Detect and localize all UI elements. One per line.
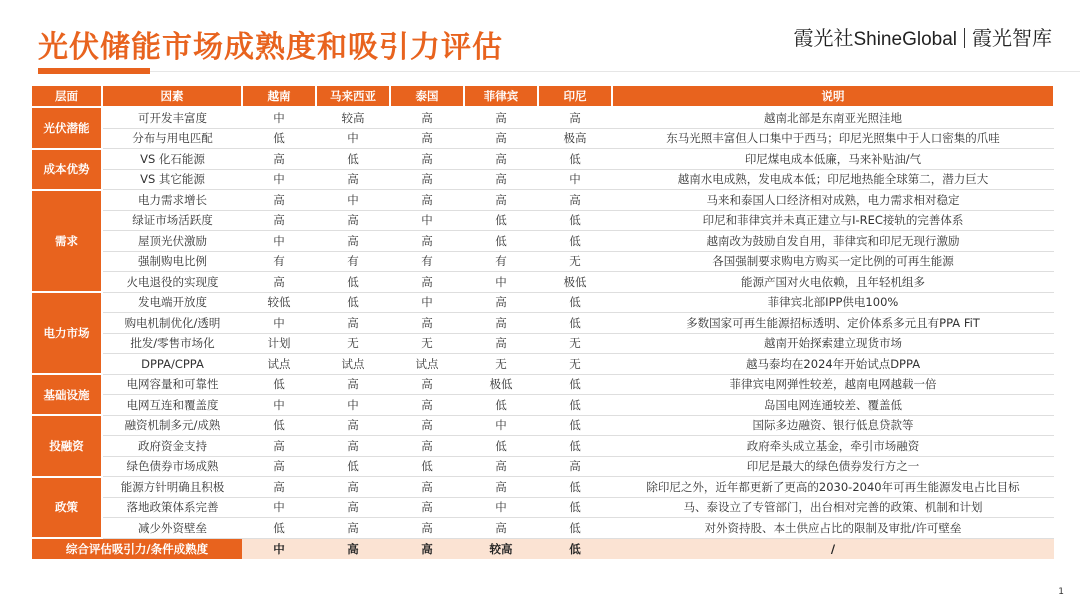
factor-cell: 可开发丰富度	[102, 107, 242, 128]
rating-cell: 试点	[316, 354, 390, 375]
summary-value: 较高	[464, 538, 538, 559]
rating-cell: 高	[390, 518, 464, 539]
table-row	[32, 395, 1054, 416]
table-row	[32, 333, 1054, 354]
title-accent-bar	[38, 68, 150, 74]
rating-cell: 高	[390, 395, 464, 416]
rating-cell: 高	[464, 518, 538, 539]
table-row	[32, 292, 1054, 313]
rating-cell: 高	[242, 210, 316, 231]
rating-cell: 中	[538, 169, 612, 190]
rating-cell: 低	[316, 149, 390, 170]
rating-cell: 低	[242, 518, 316, 539]
brand-en: ShineGlobal	[853, 29, 957, 50]
rating-cell: 高	[316, 436, 390, 457]
column-header: 层面	[32, 86, 102, 107]
brand-think-tank: 霞光智库	[972, 26, 1052, 50]
rating-cell: 低	[538, 436, 612, 457]
rating-cell: 低	[538, 231, 612, 252]
column-header: 印尼	[538, 86, 612, 107]
rating-cell: 高	[464, 149, 538, 170]
layer-cell: 基础设施	[32, 374, 102, 415]
rating-cell: 中	[464, 497, 538, 518]
rating-cell: 高	[390, 231, 464, 252]
rating-cell: 高	[316, 169, 390, 190]
note-cell: 越马泰均在2024年开始试点DPPA	[612, 354, 1054, 375]
summary-row	[32, 538, 1054, 559]
factor-cell: 屋顶光伏激励	[102, 231, 242, 252]
note-cell: 国际多边融资、银行低息贷款等	[612, 415, 1054, 436]
rating-cell: 高	[464, 169, 538, 190]
rating-cell: 低	[464, 210, 538, 231]
factor-cell: 政府资金支持	[102, 436, 242, 457]
rating-cell: 高	[242, 149, 316, 170]
note-cell: 越南开始探索建立现货市场	[612, 333, 1054, 354]
rating-cell: 高	[316, 210, 390, 231]
rating-cell: 低	[538, 477, 612, 498]
rating-cell: 高	[390, 107, 464, 128]
rating-cell: 极低	[538, 272, 612, 293]
factor-cell: DPPA/CPPA	[102, 354, 242, 375]
rating-cell: 低	[242, 128, 316, 149]
layer-cell: 电力市场	[32, 292, 102, 374]
layer-cell: 光伏潜能	[32, 107, 102, 149]
rating-cell: 无	[390, 333, 464, 354]
rating-cell: 无	[464, 354, 538, 375]
rating-cell: 高	[464, 190, 538, 211]
rating-cell: 高	[464, 313, 538, 334]
factor-cell: 强制购电比例	[102, 251, 242, 272]
rating-cell: 低	[538, 395, 612, 416]
layer-cell: 政策	[32, 477, 102, 539]
rating-cell: 无	[538, 333, 612, 354]
rating-cell: 高	[390, 169, 464, 190]
factor-cell: 绿色债券市场成熟	[102, 456, 242, 477]
rating-cell: 高	[390, 272, 464, 293]
rating-cell: 高	[242, 477, 316, 498]
rating-cell: 高	[316, 477, 390, 498]
rating-cell: 低	[242, 374, 316, 395]
factor-cell: 火电退役的实现度	[102, 272, 242, 293]
rating-cell: 极高	[538, 128, 612, 149]
table-row	[32, 231, 1054, 252]
summary-value: 中	[242, 538, 316, 559]
note-cell: 能源产国对火电依赖，且年轻机组多	[612, 272, 1054, 293]
rating-cell: 高	[390, 149, 464, 170]
rating-cell: 中	[242, 497, 316, 518]
rating-cell: 高	[538, 107, 612, 128]
rating-cell: 高	[390, 313, 464, 334]
rating-cell: 高	[390, 190, 464, 211]
factor-cell: 批发/零售市场化	[102, 333, 242, 354]
table-row	[32, 497, 1054, 518]
rating-cell: 无	[538, 354, 612, 375]
rating-cell: 中	[242, 169, 316, 190]
note-cell: 越南改为鼓励自发自用，菲律宾和印尼无现行激励	[612, 231, 1054, 252]
rating-cell: 高	[242, 456, 316, 477]
factor-cell: 电网互连和覆盖度	[102, 395, 242, 416]
rating-cell: 低	[538, 497, 612, 518]
rating-cell: 低	[538, 149, 612, 170]
rating-cell: 低	[316, 272, 390, 293]
table-row	[32, 436, 1054, 457]
column-header: 泰国	[390, 86, 464, 107]
note-cell: 印尼煤电成本低廉，马来补贴油/气	[612, 149, 1054, 170]
rating-cell: 低	[538, 374, 612, 395]
rating-cell: 低	[464, 395, 538, 416]
table-row	[32, 251, 1054, 272]
table-row	[32, 128, 1054, 149]
note-cell: 印尼是最大的绿色债券发行方之一	[612, 456, 1054, 477]
rating-cell: 较高	[316, 107, 390, 128]
rating-cell: 高	[316, 415, 390, 436]
table-row	[32, 456, 1054, 477]
factor-cell: VS 化石能源	[102, 149, 242, 170]
factor-cell: VS 其它能源	[102, 169, 242, 190]
factor-cell: 融资机制多元/成熟	[102, 415, 242, 436]
rating-cell: 有	[316, 251, 390, 272]
note-cell: 政府牵头成立基金，牵引市场融资	[612, 436, 1054, 457]
rating-cell: 高	[316, 313, 390, 334]
rating-cell: 高	[390, 415, 464, 436]
rating-cell: 低	[538, 210, 612, 231]
rating-cell: 中	[242, 313, 316, 334]
page-number: 1	[1058, 587, 1064, 597]
rating-cell: 低	[316, 292, 390, 313]
rating-cell: 中	[390, 292, 464, 313]
brand-logo	[793, 22, 1052, 51]
note-cell: 对外资持股、本土供应占比的限制及审批/许可壁垒	[612, 518, 1054, 539]
note-cell: 各国强制要求购电方购买一定比例的可再生能源	[612, 251, 1054, 272]
note-cell: 岛国电网连通较差、覆盖低	[612, 395, 1054, 416]
layer-cell: 成本优势	[32, 149, 102, 190]
table-row	[32, 107, 1054, 128]
rating-cell: 中	[242, 107, 316, 128]
rating-cell: 高	[464, 333, 538, 354]
rating-cell: 低	[464, 436, 538, 457]
table-row	[32, 354, 1054, 375]
factor-cell: 购电机制优化/透明	[102, 313, 242, 334]
page-title: 光伏储能市场成熟度和吸引力评估	[38, 30, 503, 65]
note-cell: 多数国家可再生能源招标透明、定价体系多元且有PPA FiT	[612, 313, 1054, 334]
rating-cell: 高	[464, 456, 538, 477]
summary-label: 综合评估吸引力/条件成熟度	[32, 538, 242, 559]
assessment-table	[32, 86, 1055, 559]
factor-cell: 电力需求增长	[102, 190, 242, 211]
factor-cell: 减少外资壁垒	[102, 518, 242, 539]
rating-cell: 中	[316, 395, 390, 416]
rating-cell: 高	[242, 436, 316, 457]
factor-cell: 落地政策体系完善	[102, 497, 242, 518]
rating-cell: 高	[316, 518, 390, 539]
rating-cell: 中	[390, 210, 464, 231]
rating-cell: 无	[538, 251, 612, 272]
rating-cell: 极低	[464, 374, 538, 395]
factor-cell: 发电端开放度	[102, 292, 242, 313]
rating-cell: 中	[316, 128, 390, 149]
rating-cell: 中	[316, 190, 390, 211]
factor-cell: 分布与用电匹配	[102, 128, 242, 149]
rating-cell: 高	[538, 190, 612, 211]
factor-cell: 电网容量和可靠性	[102, 374, 242, 395]
rating-cell: 试点	[242, 354, 316, 375]
summary-value: 高	[316, 538, 390, 559]
note-cell: 马来和泰国人口经济相对成熟，电力需求相对稳定	[612, 190, 1054, 211]
rating-cell: 低	[390, 456, 464, 477]
table-row	[32, 169, 1054, 190]
note-cell: 除印尼之外，近年都更新了更高的2030-2040年可再生能源发电占比目标	[612, 477, 1054, 498]
note-cell: 菲律宾北部IPP供电100%	[612, 292, 1054, 313]
note-cell: 越南北部是东南亚光照洼地	[612, 107, 1054, 128]
column-header: 因素	[102, 86, 242, 107]
table-row	[32, 210, 1054, 231]
rating-cell: 中	[242, 231, 316, 252]
rating-cell: 低	[242, 415, 316, 436]
table-row	[32, 313, 1054, 334]
note-cell: 马、泰设立了专管部门，出台相对完善的政策、机制和计划	[612, 497, 1054, 518]
note-cell: 印尼和菲律宾并未真正建立与I-REC接轨的完善体系	[612, 210, 1054, 231]
summary-value: 低	[538, 538, 612, 559]
rating-cell: 无	[316, 333, 390, 354]
table-row	[32, 518, 1054, 539]
column-header: 越南	[242, 86, 316, 107]
rating-cell: 高	[390, 436, 464, 457]
rating-cell: 低	[538, 518, 612, 539]
column-header: 说明	[612, 86, 1054, 107]
rating-cell: 高	[242, 272, 316, 293]
rating-cell: 较低	[242, 292, 316, 313]
summary-value: /	[612, 538, 1054, 559]
note-cell: 东马光照丰富但人口集中于西马；印尼光照集中于人口密集的爪哇	[612, 128, 1054, 149]
layer-cell: 投融资	[32, 415, 102, 477]
rating-cell: 低	[316, 456, 390, 477]
table-row	[32, 415, 1054, 436]
rating-cell: 有	[390, 251, 464, 272]
rating-cell: 计划	[242, 333, 316, 354]
rating-cell: 低	[538, 292, 612, 313]
rating-cell: 中	[242, 395, 316, 416]
summary-value: 高	[390, 538, 464, 559]
note-cell: 越南水电成熟，发电成本低；印尼地热能全球第二，潜力巨大	[612, 169, 1054, 190]
column-header: 菲律宾	[464, 86, 538, 107]
rating-cell: 高	[390, 497, 464, 518]
table-row	[32, 272, 1054, 293]
rating-cell: 中	[464, 415, 538, 436]
brand-separator	[964, 28, 965, 48]
rating-cell: 低	[464, 231, 538, 252]
rating-cell: 高	[464, 292, 538, 313]
rating-cell: 低	[538, 415, 612, 436]
table-row	[32, 190, 1054, 211]
title-divider	[150, 71, 1080, 72]
rating-cell: 高	[242, 190, 316, 211]
rating-cell: 高	[390, 477, 464, 498]
rating-cell: 高	[316, 497, 390, 518]
rating-cell: 有	[242, 251, 316, 272]
brand-cn: 霞光社	[793, 26, 854, 50]
rating-cell: 高	[538, 456, 612, 477]
rating-cell: 高	[390, 374, 464, 395]
rating-cell: 高	[464, 477, 538, 498]
table-row	[32, 374, 1054, 395]
rating-cell: 高	[316, 231, 390, 252]
table-row	[32, 149, 1054, 170]
rating-cell: 低	[538, 313, 612, 334]
layer-cell: 需求	[32, 190, 102, 293]
table-row	[32, 477, 1054, 498]
rating-cell: 高	[464, 128, 538, 149]
column-header: 马来西亚	[316, 86, 390, 107]
rating-cell: 高	[464, 107, 538, 128]
note-cell: 菲律宾电网弹性较差，越南电网越载一倍	[612, 374, 1054, 395]
factor-cell: 绿证市场活跃度	[102, 210, 242, 231]
rating-cell: 中	[464, 272, 538, 293]
rating-cell: 高	[316, 374, 390, 395]
rating-cell: 有	[464, 251, 538, 272]
rating-cell: 试点	[390, 354, 464, 375]
factor-cell: 能源方针明确且积极	[102, 477, 242, 498]
rating-cell: 高	[390, 128, 464, 149]
